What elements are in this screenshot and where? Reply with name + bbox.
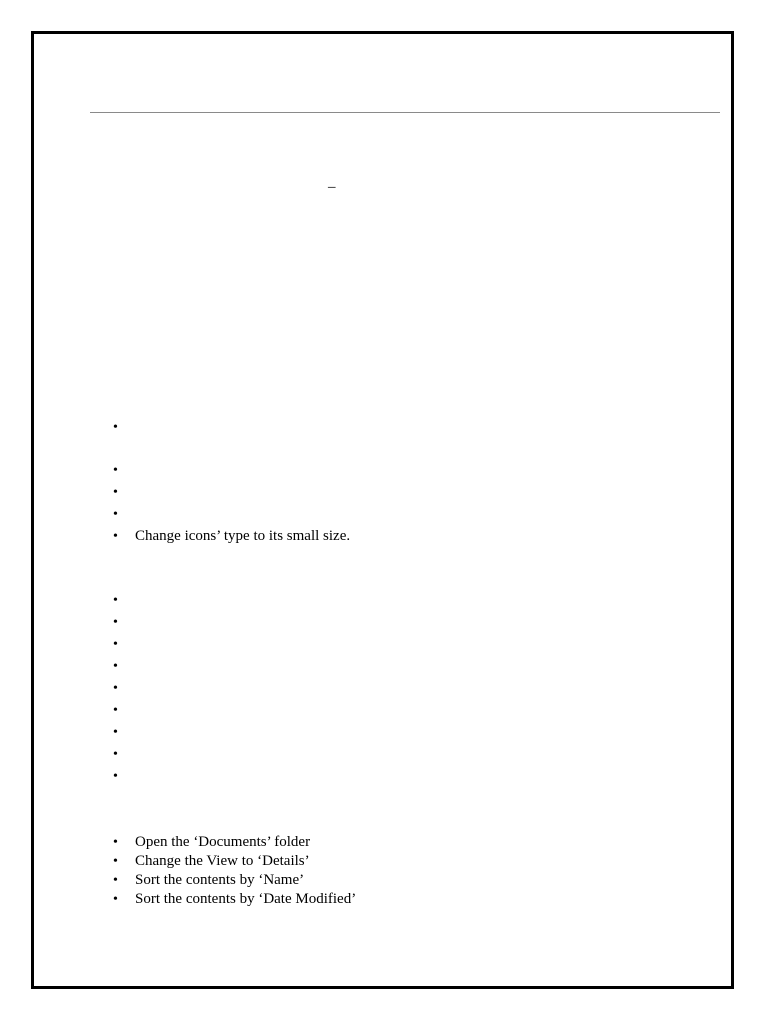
list-item bbox=[113, 589, 135, 611]
list-item bbox=[113, 677, 135, 699]
bullet-icon: • bbox=[113, 703, 118, 718]
list-item-text: Sort the contents by ‘Name’ bbox=[135, 872, 305, 888]
list-item bbox=[113, 743, 135, 765]
bullet-icon: • bbox=[113, 463, 118, 478]
list-item bbox=[113, 721, 135, 743]
bullet-icon: • bbox=[113, 637, 118, 652]
bullet-icon: • bbox=[113, 420, 118, 435]
list-item-text: Open the ‘Documents’ folder bbox=[135, 834, 311, 850]
header-rule bbox=[90, 112, 720, 113]
bullet-icon: • bbox=[113, 892, 118, 907]
bullet-icon: • bbox=[113, 593, 118, 608]
list-item bbox=[113, 525, 350, 547]
list-item bbox=[113, 503, 135, 525]
bullet-icon: • bbox=[113, 873, 118, 888]
list-item bbox=[113, 459, 135, 481]
bullet-icon: • bbox=[113, 485, 118, 500]
dash-mark: – bbox=[328, 179, 336, 195]
bullet-icon: • bbox=[113, 615, 118, 630]
list-item-text: Change the View to ‘Details’ bbox=[135, 853, 310, 869]
bullet-icon: • bbox=[113, 507, 118, 522]
bullet-icon: • bbox=[113, 769, 118, 784]
bullet-icon: • bbox=[113, 725, 118, 740]
list-item bbox=[113, 699, 135, 721]
list-item bbox=[113, 633, 135, 655]
bullet-icon: • bbox=[113, 529, 118, 544]
bullet-icon: • bbox=[113, 854, 118, 869]
bullet-icon: • bbox=[113, 747, 118, 762]
list-item bbox=[113, 611, 135, 633]
list-item bbox=[113, 888, 356, 910]
list-item bbox=[113, 655, 135, 677]
list-item bbox=[113, 481, 135, 503]
bullet-icon: • bbox=[113, 659, 118, 674]
list-item-text: Sort the contents by ‘Date Modified’ bbox=[135, 891, 357, 907]
list-item bbox=[113, 765, 135, 787]
bullet-icon: • bbox=[113, 681, 118, 696]
list-item-text: Change icons’ type to its small size. bbox=[135, 528, 351, 544]
list-item bbox=[113, 416, 135, 438]
bullet-icon: • bbox=[113, 835, 118, 850]
